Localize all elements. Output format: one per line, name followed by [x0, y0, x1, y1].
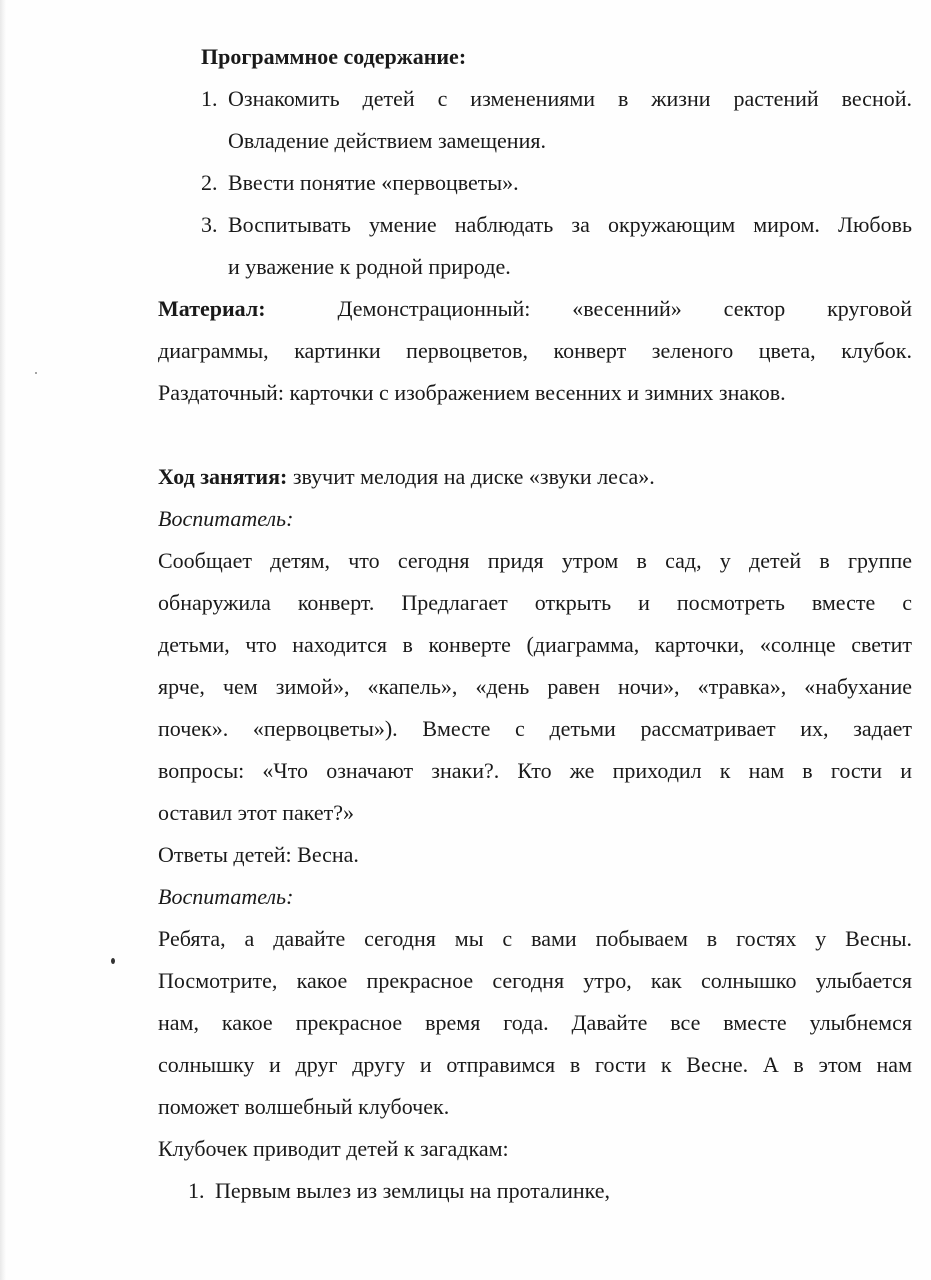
list-item: 2. Ввести понятие «первоцветы». — [201, 170, 519, 195]
program-list — [158, 78, 912, 288]
riddle-list — [158, 1170, 912, 1212]
scan-shadow — [0, 0, 6, 1280]
material-line-1: Материал: Демонстрационный: «весенний» сектор круговой — [158, 296, 912, 321]
material-label: Материал: — [158, 296, 266, 321]
teacher-label: Воспитатель: — [158, 506, 294, 531]
paragraph-2: Ребята, а давайте сегодня мы с вами побываем в гостях у Весны. Посмотрите, какое прекрасное сегодня утро, как солнышко улыбается нам, какое прекрасное время года. Давайте все вместе улыбнемся солнышку и друг другу и отправимся в гости к Весне. А в этом нам поможет волшебный клубочек. — [158, 926, 912, 1119]
list-item: 3. Воспитывать умение наблюдать за окружающим миром. Любовь и уважение к родной природе. — [201, 212, 912, 279]
scan-speck — [35, 372, 37, 374]
material-line-3: Раздаточный: карточки с изображением весенних и зимних знаков. — [158, 380, 786, 405]
children-answer: Ответы детей: Весна. — [158, 842, 359, 867]
paragraph-1: Сообщает детям, что сегодня придя утром в сад, у детей в группе обнаружила конверт. Предлагает открыть и посмотреть вместе с детьми, что находится в конверте (диаграмма, карточки, «солнце светит ярче, чем зимой», «капель», «день равен ночи», «травка», «набухание почек». «первоцветы»). Вместе с детьми рассматривает их, задает вопросы: «Что означают знаки?. Кто же приходил к нам в гости и оставил этот пакет?» — [158, 548, 912, 825]
lesson-label: Ход занятия: — [158, 464, 288, 489]
lesson-intro: Ход занятия: звучит мелодия на диске «звуки леса». — [158, 464, 655, 489]
list-item: 1. Первым вылез из землицы на проталинке, — [188, 1178, 611, 1203]
program-heading: Программное содержание: — [201, 44, 467, 69]
list-item: 1. Ознакомить детей с изменениями в жизни растений весной. Овладение действием замещения. — [201, 86, 912, 153]
scan-speck — [111, 958, 115, 964]
teacher-label: Воспитатель: — [158, 884, 294, 909]
material-line-2: диаграммы, картинки первоцветов, конверт зеленого цвета, клубок. — [158, 338, 912, 363]
riddles-intro: Клубочек приводит детей к загадкам: — [158, 1136, 509, 1161]
document-body — [158, 36, 912, 1212]
blank-line — [158, 414, 912, 456]
